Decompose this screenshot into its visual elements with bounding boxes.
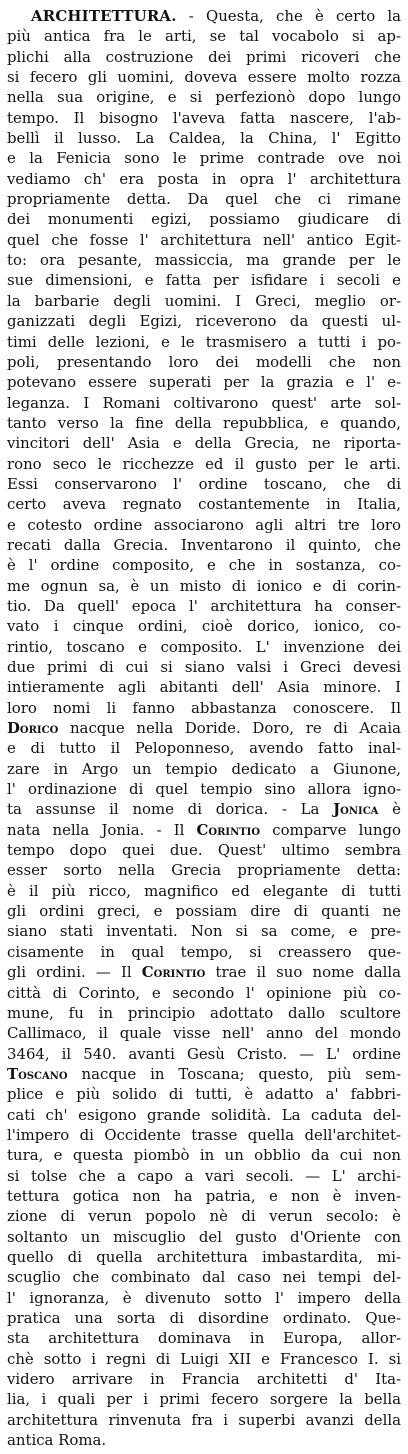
article-line: rintio, toscano e composito. L' invenzione dei [7,637,401,656]
article-line: tempo. Il bisogno l'aveva fatta nascere, l'ab- [7,108,401,127]
article-line: certo aveva regnato costantemente in Italia, [7,495,401,514]
article-line: Callimaco, il quale visse nell' anno del mondo [7,1024,401,1043]
article-line: antica Roma. [7,1431,107,1450]
article-line: me ognun sa, è un misto di ionico e di corin- [7,576,401,595]
article-line: plice e più solido di tutti, è adatto a' fabbri- [7,1085,401,1104]
article-line: ta assunse il nome di dorica. - La Jonica è [7,800,401,819]
article-line: lia, i quali per i primi fecero sorgere la bella [7,1390,401,1409]
article-line: tettura gotica non ha patria, e non è inven- [7,1186,401,1205]
article-line: dei monumenti egizi, possiamo giudicare di [7,210,401,229]
article-line: to: ora pesante, massiccia, ma grande per le [7,251,401,270]
article-line: loro nomi li fanno abbastanza conoscere. Il [7,698,401,717]
article-line: soltanto un miscuglio del gusto d'Oriente con [7,1227,401,1246]
article-line: due primi di cui si siano valsi i Greci devesi [7,658,401,676]
article-line: Dorico nacque nella Doride. Doro, re di Acaia [7,719,401,738]
article-line: gli ordini greci, e possiam dire di quanti ne [7,902,401,921]
article-line: zare in Argo un tempio dedicato a Giunone, [7,759,401,778]
article-line: tura, e questa piombò in un obblio da cui non [7,1146,401,1165]
article-line: pratica una sorta di disordine ordinato. Que- [7,1309,401,1327]
article-line: e cotesto ordine associarono agli altri tre loro [7,515,401,534]
article-line: l' ordinazione di quel tempio sino allora igno- [7,780,401,799]
article-line: gli ordini. — Il Corintio trae il suo nome dalla [7,963,401,982]
article-line: Essi conservarono l' ordine toscano, che di [7,474,401,493]
article-line: l'impero di Occidente trasse quella dell'architet- [7,1125,401,1144]
article-line: siano stati inventati. Non si sa come, e pre- [7,922,401,941]
article-line: la barbarie degli uomini. I Greci, meglio or- [7,291,401,310]
article-line: architettura rinvenuta fra i superbi avanzi della [7,1410,401,1429]
article-line: esser sorto nella Grecia propriamente detta: [7,861,401,880]
article-line: vincitori dell' Asia e della Grecia, ne riporta- [7,434,401,453]
article-line: e la Fenicia sono le prime contrade ove noi [7,149,401,168]
article-line: vato i cinque ordini, cioè dorico, ionico, co- [7,617,401,636]
article-line: rono seco le ricchezze ed il gusto per le arti. [7,454,401,473]
article-line: poli, presentando loro dei modelli che non [7,352,401,371]
article-line: intieramente agli abitanti dell' Asia minore. I [7,678,401,697]
article-line: bellì il lusso. La Caldea, la China, l' Egitto [7,129,401,148]
article-line: cati ch' esigono grande solidità. La caduta del- [7,1105,401,1124]
article-line: è il più ricco, magnifico ed elegante di tutti [7,881,401,900]
article-line: ganizzati degli Egizi, riceverono da questi ul- [7,312,401,331]
article-line: cisamente in qual tempo, si creassero que- [7,942,401,961]
article-line: vediamo ch' era posta in opra l' architettura [7,169,401,188]
article-line: è l' ordine composito, e che in sostanza, co- [7,556,401,575]
article-line: si tolse che a capo a vari secoli. — L' archi- [7,1166,401,1185]
article-line: tio. Da quell' epoca l' architettura ha conser- [7,596,401,615]
article-line: l' ignoranza, è divenuto sotto l' impero della [7,1288,401,1307]
article-line: plichi alla costruzione dei primi ricoveri che [7,47,401,66]
article-line: città di Corinto, e secondo l' opinione più co- [7,983,401,1002]
order-name: Toscano [7,1064,68,1083]
article-line: tempo dopo quei due. Quest' ultimo sembra [7,841,401,860]
article-line: timi delle lezioni, e le trasmisero a tutti i po- [7,332,401,351]
article-line: nata nella Jonia. - Il Corintio comparve lungo [7,820,401,839]
article-line: sue dimensioni, e fatta per isfidare i secoli e [7,271,401,290]
article-line: zione di verun popolo nè di verun secolo: è [7,1207,401,1226]
order-name: Corintio [196,820,261,839]
article-line: sta architettura dominava in Europa, allor- [7,1329,401,1348]
article-line: mune, fu in principio adottato dallo scultore [7,1003,401,1022]
article-line: tanto verso la fine della repubblica, e quando, [7,413,401,432]
article-line: chè sotto i regni di Luigi XII e Francesco I. si [7,1349,401,1368]
article-line: nella sua origine, e si perfezionò dopo lungo [7,88,401,107]
article-line: scuglio che combinato dal caso nei tempi del- [7,1268,401,1287]
article-line: propriamente detta. Da quel che ci rimane [7,190,401,209]
order-name: Jonica [333,800,379,819]
article-line: quel che fosse l' architettura nell' antico Egit- [7,230,401,249]
article-line: ARCHITETTURA. - Questa, che è certo la [31,7,401,25]
article-line: quello di quella architettura imbastardita, mi- [7,1247,401,1266]
article-line: si fecero gli uomini, doveva essere molto rozza [7,68,401,87]
article-line: Toscano nacque in Toscana; questo, più sem- [7,1064,401,1083]
order-name: Dorico [7,719,59,738]
article-line: videro arrivare in Francia architetti d' Ita- [7,1370,401,1389]
article-line: recati dalla Grecia. Inventarono il quinto, che [7,535,401,554]
article-headword: ARCHITETTURA. [31,7,177,25]
article-line: e di tutto il Peloponneso, avendo fatto inal- [7,739,401,758]
article-line: leganza. I Romani coltivarono quest' arte sol- [7,393,401,412]
article-line: potevano essere superati per la grazia e l' e- [7,373,401,392]
article-text [7,6,401,1450]
article-line: più antica fra le arti, se tal vocabolo si ap- [7,27,401,46]
order-name: Corintio [141,963,206,982]
article-line: 3464, il 540. avanti Gesù Cristo. — L' ordine [7,1044,401,1063]
